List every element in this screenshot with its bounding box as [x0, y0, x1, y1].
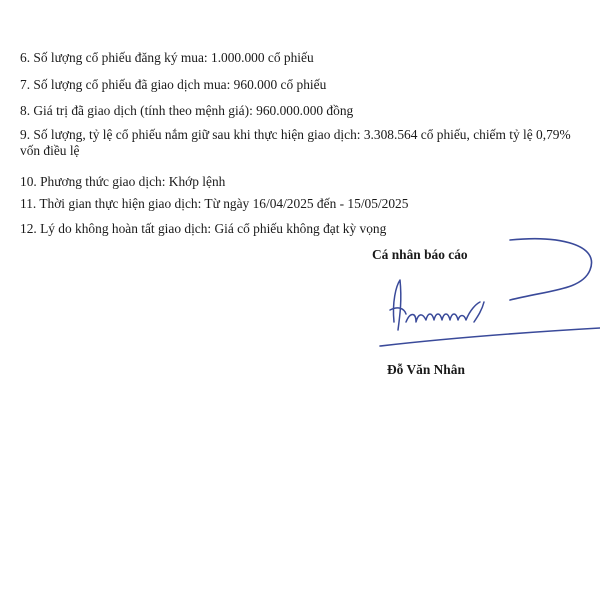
item-7: 7. Số lượng cổ phiếu đã giao dịch mua: 960.000 cổ phiếu	[20, 77, 327, 92]
signer-title: Cá nhân báo cáo	[372, 247, 468, 262]
item-9: 9. Số lượng, tỷ lệ cổ phiếu nắm giữ sau khi thực hiện giao dịch: 3.308.564 cổ phiếu, chiếm tỷ lệ 0,79% vốn điều lệ	[20, 127, 571, 158]
item-6: 6. Số lượng cổ phiếu đăng ký mua: 1.000.000 cổ phiếu	[20, 50, 314, 65]
signer-name: Đỗ Văn Nhân	[387, 362, 465, 377]
item-10: 10. Phương thức giao dịch: Khớp lệnh	[20, 174, 226, 189]
item-8: 8. Giá trị đã giao dịch (tính theo mệnh giá): 960.000.000 đồng	[20, 103, 354, 118]
item-12: 12. Lý do không hoàn tất giao dịch: Giá cổ phiếu không đạt kỳ vọng	[20, 221, 387, 236]
item-11: 11. Thời gian thực hiện giao dịch: Từ ngày 16/04/2025 đến - 15/05/2025	[20, 196, 409, 211]
